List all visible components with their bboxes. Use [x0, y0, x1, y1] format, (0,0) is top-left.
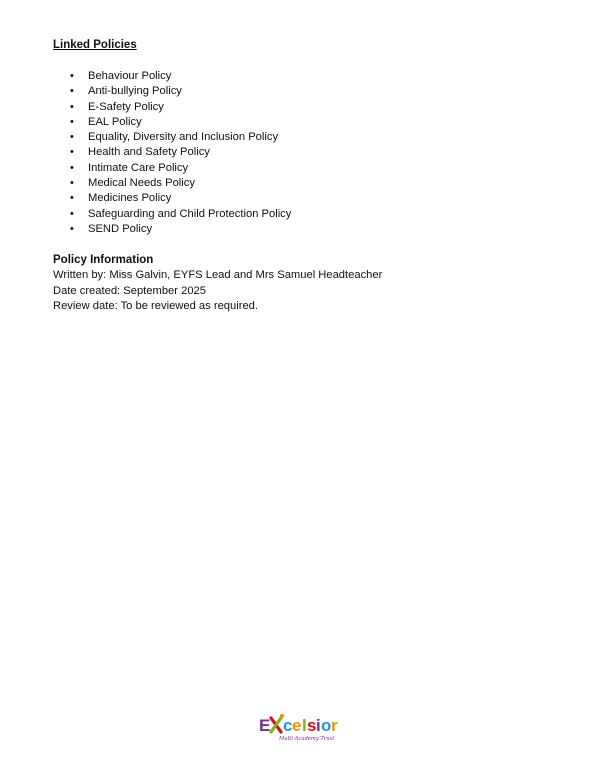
linked-policies-list — [53, 69, 291, 237]
bullet-icon: • — [70, 70, 74, 82]
bullet-icon: • — [70, 161, 74, 174]
list-item — [53, 115, 291, 130]
bullet-icon: • — [70, 85, 74, 98]
svg-text:r: r — [331, 716, 338, 735]
svg-text:e: e — [292, 716, 302, 735]
policy-name: Health and Safety Policy — [88, 146, 210, 159]
bullet-icon: • — [70, 131, 74, 144]
policy-name: Equality, Diversity and Inclusion Policy — [88, 131, 279, 144]
review-date-line: Review date: To be reviewed as required. — [53, 299, 259, 312]
list-item — [53, 130, 291, 145]
svg-text:E: E — [259, 716, 271, 735]
bullet-icon: • — [70, 115, 74, 128]
policy-name: EAL Policy — [88, 115, 142, 128]
policy-information-heading: Policy Information — [53, 254, 154, 266]
date-created-line: Date created: September 2025 — [53, 284, 206, 297]
svg-text:s: s — [307, 716, 317, 735]
policy-information-section — [53, 253, 382, 314]
excelsior-logo — [257, 710, 347, 744]
svg-text:i: i — [316, 716, 321, 735]
list-item — [53, 191, 291, 206]
list-item — [53, 176, 291, 191]
list-item — [53, 145, 291, 160]
list-item — [53, 69, 291, 84]
list-item — [53, 207, 291, 222]
svg-text:l: l — [302, 716, 307, 735]
policy-name: Anti-bullying Policy — [88, 85, 182, 98]
bullet-icon: • — [70, 146, 74, 159]
list-item — [53, 84, 291, 99]
svg-text:c: c — [283, 716, 293, 735]
bullet-icon: • — [70, 100, 74, 113]
linked-policies-heading: Linked Policies — [53, 39, 137, 51]
policy-name: Medicines Policy — [88, 192, 172, 205]
list-item — [53, 100, 291, 115]
bullet-icon: • — [70, 192, 74, 205]
svg-text:Multi Academy Trust: Multi Academy Trust — [279, 736, 335, 742]
bullet-icon: • — [70, 207, 74, 220]
svg-text:o: o — [321, 716, 332, 735]
list-item — [53, 222, 291, 237]
policy-name: Behaviour Policy — [88, 70, 172, 82]
list-item — [53, 161, 291, 176]
policy-name: Intimate Care Policy — [88, 161, 189, 174]
bullet-icon: • — [70, 222, 74, 235]
policy-name: E-Safety Policy — [88, 100, 164, 113]
bullet-icon: • — [70, 177, 74, 190]
policy-name: SEND Policy — [88, 222, 153, 235]
written-by-line: Written by: Miss Galvin, EYFS Lead and Mrs Samuel Headteacher — [53, 269, 383, 282]
policy-name: Medical Needs Policy — [88, 177, 195, 190]
policy-name: Safeguarding and Child Protection Policy — [88, 207, 292, 220]
